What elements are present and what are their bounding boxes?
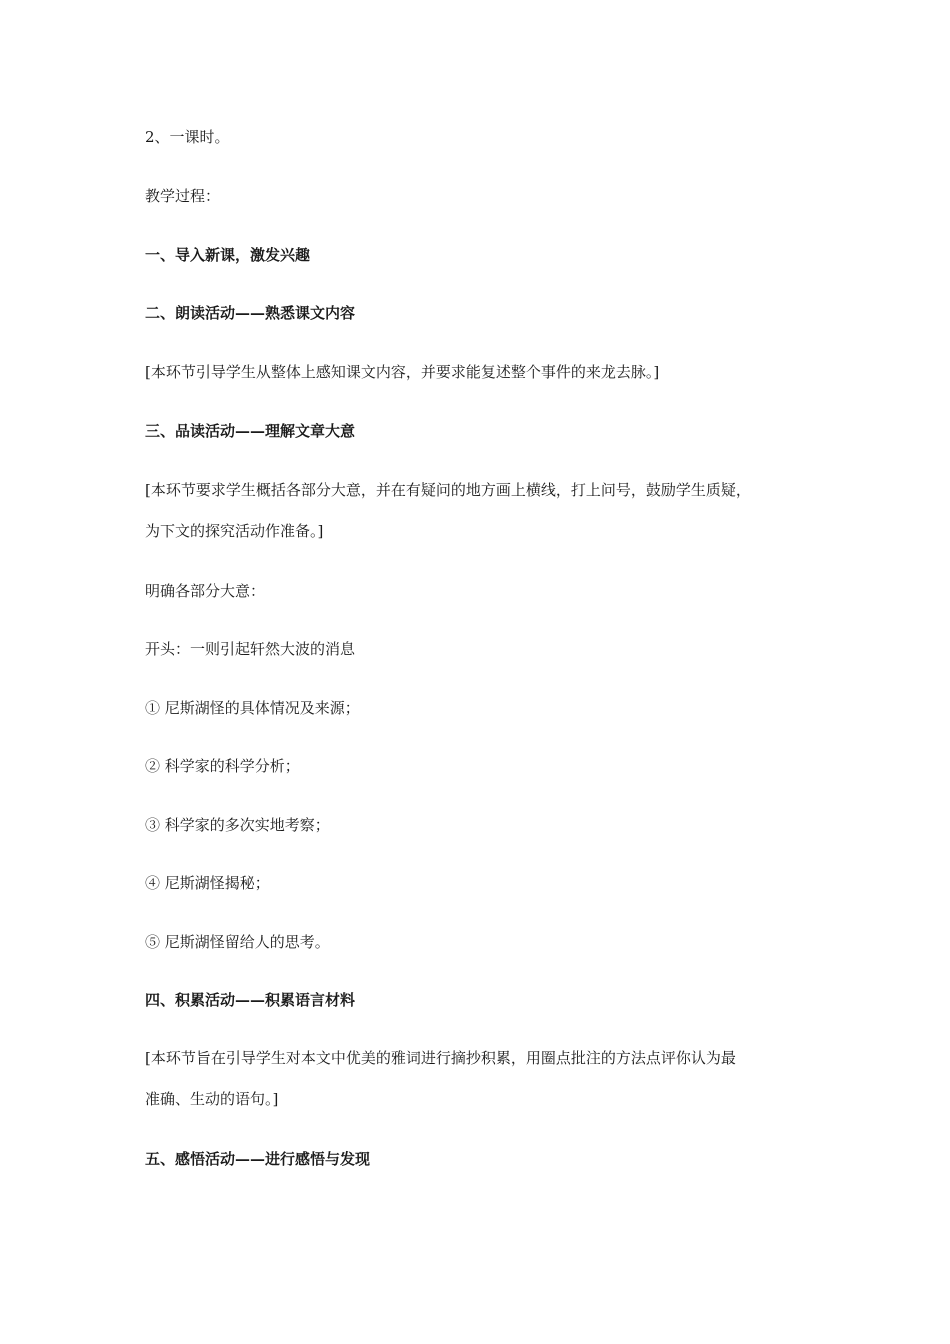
section-note-4-line-2: 准确、生动的语句。] xyxy=(145,1090,279,1108)
summary-item-1: ① 尼斯湖怪的具体情况及来源； xyxy=(145,699,360,717)
summary-item-3: ③ 科学家的多次实地考察； xyxy=(145,816,330,834)
section-heading-1: 一、导入新课，激发兴趣 xyxy=(145,246,311,264)
section-note-4-line-1: [本环节旨在引导学生对本文中优美的雅词进行摘抄积累，用圈点批注的方法点评你认为最 xyxy=(145,1049,736,1067)
summary-opening: 开头：一则引起轩然大波的消息 xyxy=(145,640,356,658)
section-note-2: [本环节引导学生从整体上感知课文内容，并要求能复述整个事件的来龙去脉。] xyxy=(145,363,660,381)
class-hours-line: 2、一课时。 xyxy=(145,128,230,146)
summary-item-2: ② 科学家的科学分析； xyxy=(145,757,300,775)
section-heading-2: 二、朗读活动——熟悉课文内容 xyxy=(145,304,356,322)
section-heading-3: 三、品读活动——理解文章大意 xyxy=(145,422,356,440)
section-heading-5: 五、感悟活动——进行感悟与发现 xyxy=(145,1150,371,1168)
section-summary-label: 明确各部分大意： xyxy=(145,582,266,600)
summary-item-5: ⑤ 尼斯湖怪留给人的思考。 xyxy=(145,933,330,951)
section-note-3-line-2: 为下文的探究活动作准备。] xyxy=(145,522,324,540)
section-note-3-line-1: [本环节要求学生概括各部分大意，并在有疑问的地方画上横线，打上问号，鼓励学生质疑， xyxy=(145,481,751,499)
section-heading-4: 四、积累活动——积累语言材料 xyxy=(145,991,356,1009)
teaching-process-label: 教学过程： xyxy=(145,187,221,205)
summary-item-4: ④ 尼斯湖怪揭秘； xyxy=(145,874,270,892)
